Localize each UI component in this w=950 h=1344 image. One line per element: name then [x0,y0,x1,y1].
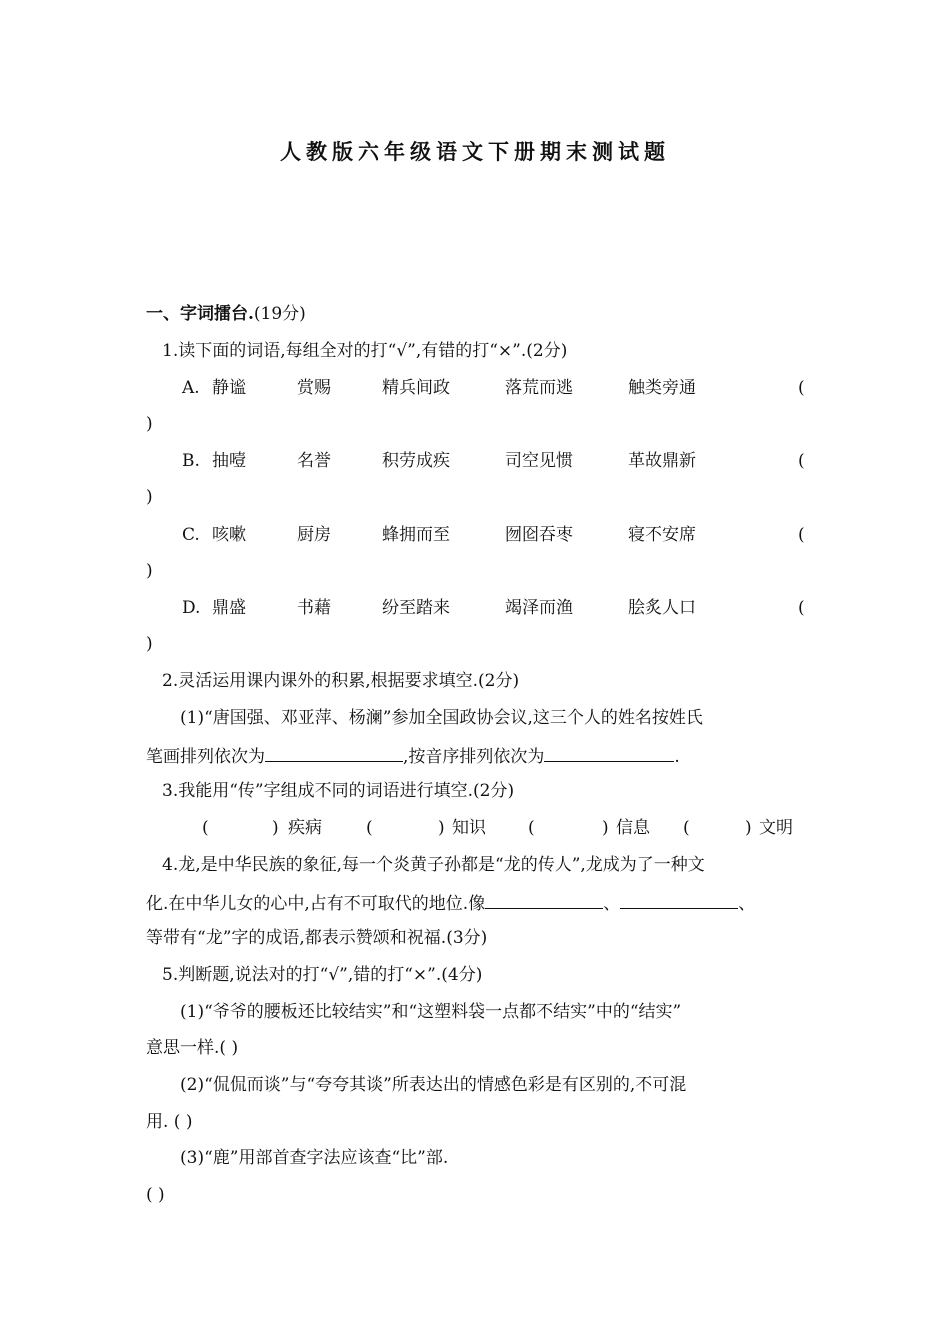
fill-word: 疾病 [288,818,322,838]
option-letter: A. [182,378,200,398]
fill-word: 文明 [759,818,793,838]
fill-paren-open[interactable]: ( [528,818,535,838]
q4-answer-blank-2[interactable] [620,890,738,909]
option-letter: B. [182,451,200,471]
q4-sep-1: 、 [603,894,621,914]
answer-paren-open[interactable]: ( [798,598,805,618]
answer-paren-open[interactable]: ( [798,378,805,398]
fill-paren-close[interactable]: ) [602,818,609,838]
q5-statement-3-line-1: (3)“鹿”用部首查字法应该查“比”部. [180,1148,449,1168]
option-letter: D. [182,598,201,618]
fill-paren-open[interactable]: ( [202,818,209,838]
option-word: 静谧 [212,378,246,398]
q2-text-c: . [674,747,680,767]
question-5-text: 5.判断题,说法对的打“√”,错的打“×”.(4分) [162,965,483,985]
question-4-line-2 [146,890,755,916]
option-word: 书藉 [297,598,331,618]
fill-word: 信息 [616,818,650,838]
option-word: 寝不安席 [628,525,696,545]
section-heading [146,302,306,326]
fill-paren-close[interactable]: ) [745,818,752,838]
answer-paren-close[interactable]: ) [146,561,153,581]
answer-paren-close[interactable]: ) [146,414,153,434]
option-word: 纷至踏来 [382,598,450,618]
question-2-text: 2.灵活运用课内课外的积累,根据要求填空.(2分) [162,671,520,691]
option-word: 积劳成疾 [382,451,450,471]
section-score: (19分) [253,304,306,324]
option-word: 脍炙人口 [628,598,696,618]
option-word: 蜂拥而至 [382,525,450,545]
question-1-text: 1.读下面的词语,每组全对的打“√”,有错的打“×”.(2分) [162,341,568,361]
q5-statement-2-line-1: (2)“侃侃而谈”与“夸夸其谈”所表达出的情感色彩是有区别的,不可混 [180,1075,687,1095]
option-word: 厨房 [297,525,331,545]
option-word: 鼎盛 [212,598,246,618]
fill-paren-open[interactable]: ( [366,818,373,838]
option-word: 革故鼎新 [628,451,696,471]
page-title: 人教版六年级语文下册期末测试题 [280,139,670,164]
question-2-line-2 [146,743,680,769]
question-4-line-1: 4.龙,是中华民族的象征,每一个炎黄子孙都是“龙的传人”,龙成为了一种文 [162,855,705,875]
option-word: 触类旁通 [628,378,696,398]
option-word: 竭泽而渔 [505,598,573,618]
option-word: 司空见惯 [505,451,573,471]
option-word: 精兵间政 [382,378,450,398]
answer-paren-close[interactable]: ) [146,634,153,654]
fill-paren-close[interactable]: ) [438,818,445,838]
section-heading-text: 一、字词擂台. [146,304,254,324]
answer-paren-open[interactable]: ( [798,525,805,545]
q4-sep-2: 、 [738,894,756,914]
option-word: 囫囵吞枣 [505,525,573,545]
question-3-text: 3.我能用“传”字组成不同的词语进行填空.(2分) [162,781,515,801]
q4-answer-blank-1[interactable] [485,890,603,909]
q5-statement-2-line-2: 用. ( ) [146,1112,193,1132]
question-4-line-3: 等带有“龙”字的成语,都表示赞颂和祝福.(3分) [146,928,488,948]
q5-statement-3-line-2: ( ) [146,1185,165,1205]
option-word: 抽噎 [212,451,246,471]
answer-paren-close[interactable]: ) [146,487,153,507]
q5-statement-1-line-1: (1)“爷爷的腰板还比较结实”和“这塑料袋一点都不结实”中的“结实” [180,1002,682,1022]
q2-text-a: 笔画排列依次为 [146,747,265,767]
answer-paren-open[interactable]: ( [798,451,805,471]
option-word: 咳嗽 [212,525,246,545]
fill-word: 知识 [452,818,486,838]
fill-paren-close[interactable]: ) [272,818,279,838]
q4-text-a: 化.在中华儿女的心中,占有不可取代的地位.像 [146,894,486,914]
option-word: 落荒而逃 [505,378,573,398]
fill-paren-open[interactable]: ( [683,818,690,838]
option-word: 名誉 [297,451,331,471]
q2-answer-blank-1[interactable] [265,743,403,762]
q2-text-b: ,按音序排列依次为 [403,747,545,767]
option-word: 赏赐 [297,378,331,398]
question-2-line-1: (1)“唐国强、邓亚萍、杨澜”参加全国政协会议,这三个人的姓名按姓氏 [180,708,703,728]
q2-answer-blank-2[interactable] [544,743,674,762]
q5-statement-1-line-2: 意思一样.( ) [146,1038,239,1058]
option-letter: C. [182,525,200,545]
